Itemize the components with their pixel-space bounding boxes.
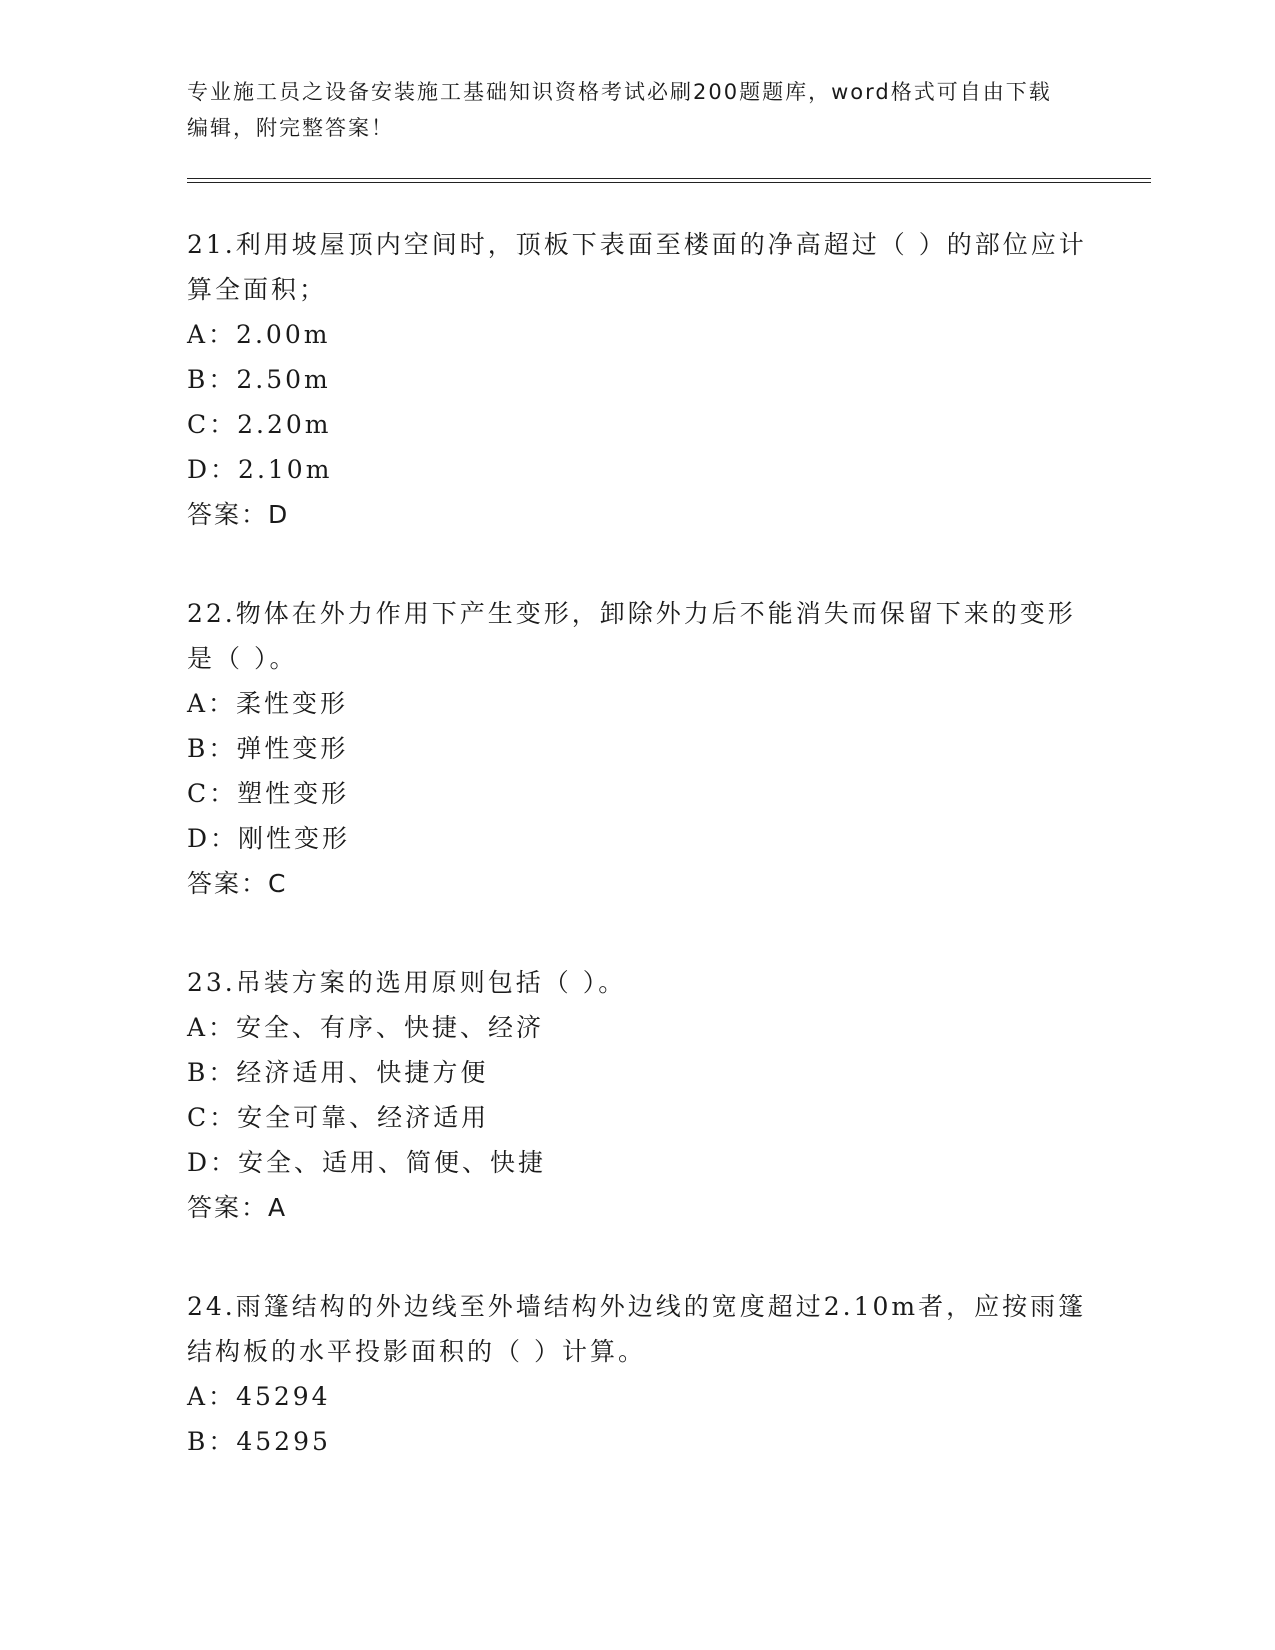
question-stem: 24.雨篷结构的外边线至外墙结构外边线的宽度超过2.10m者，应按雨篷结构板的水平投影面积的（ ）计算。 [187, 1292, 1087, 1366]
question-stem: 22.物体在外力作用下产生变形，卸除外力后不能消失而保留下来的变形是（ ）。 [187, 599, 1076, 673]
option-c: C：塑性变形 [187, 779, 350, 808]
answer-line: 答案：C [187, 869, 288, 898]
answer-line: 答案：D [187, 500, 290, 529]
option-a: A：45294 [187, 1382, 331, 1411]
question-22 [187, 591, 1087, 906]
option-d: D：安全、适用、简便、快捷 [187, 1148, 547, 1177]
answer-line: 答案：A [187, 1193, 288, 1222]
option-a: A：安全、有序、快捷、经济 [187, 1013, 545, 1042]
option-b: B：经济适用、快捷方便 [187, 1058, 489, 1087]
option-c: C：2.20m [187, 410, 332, 439]
option-b: B：弹性变形 [187, 734, 349, 763]
question-21 [187, 222, 1087, 537]
document-header-title: 专业施工员之设备安装施工基础知识资格考试必刷200题题库，word格式可自由下载编辑，附完整答案！ [187, 80, 1052, 140]
question-23 [187, 960, 1087, 1230]
option-c: C：安全可靠、经济适用 [187, 1103, 490, 1132]
option-a: A：2.00m [187, 320, 331, 349]
question-stem: 21.利用坡屋顶内空间时，顶板下表面至楼面的净高超过（ ）的部位应计算全面积； [187, 230, 1087, 304]
question-stem: 23.吊装方案的选用原则包括（ ）。 [187, 968, 627, 997]
header-divider [187, 178, 1151, 183]
option-b: B：45295 [187, 1427, 331, 1456]
option-b: B：2.50m [187, 365, 331, 394]
option-d: D：刚性变形 [187, 824, 351, 853]
option-d: D：2.10m [187, 455, 333, 484]
question-24 [187, 1284, 1087, 1464]
option-a: A：柔性变形 [187, 689, 349, 718]
